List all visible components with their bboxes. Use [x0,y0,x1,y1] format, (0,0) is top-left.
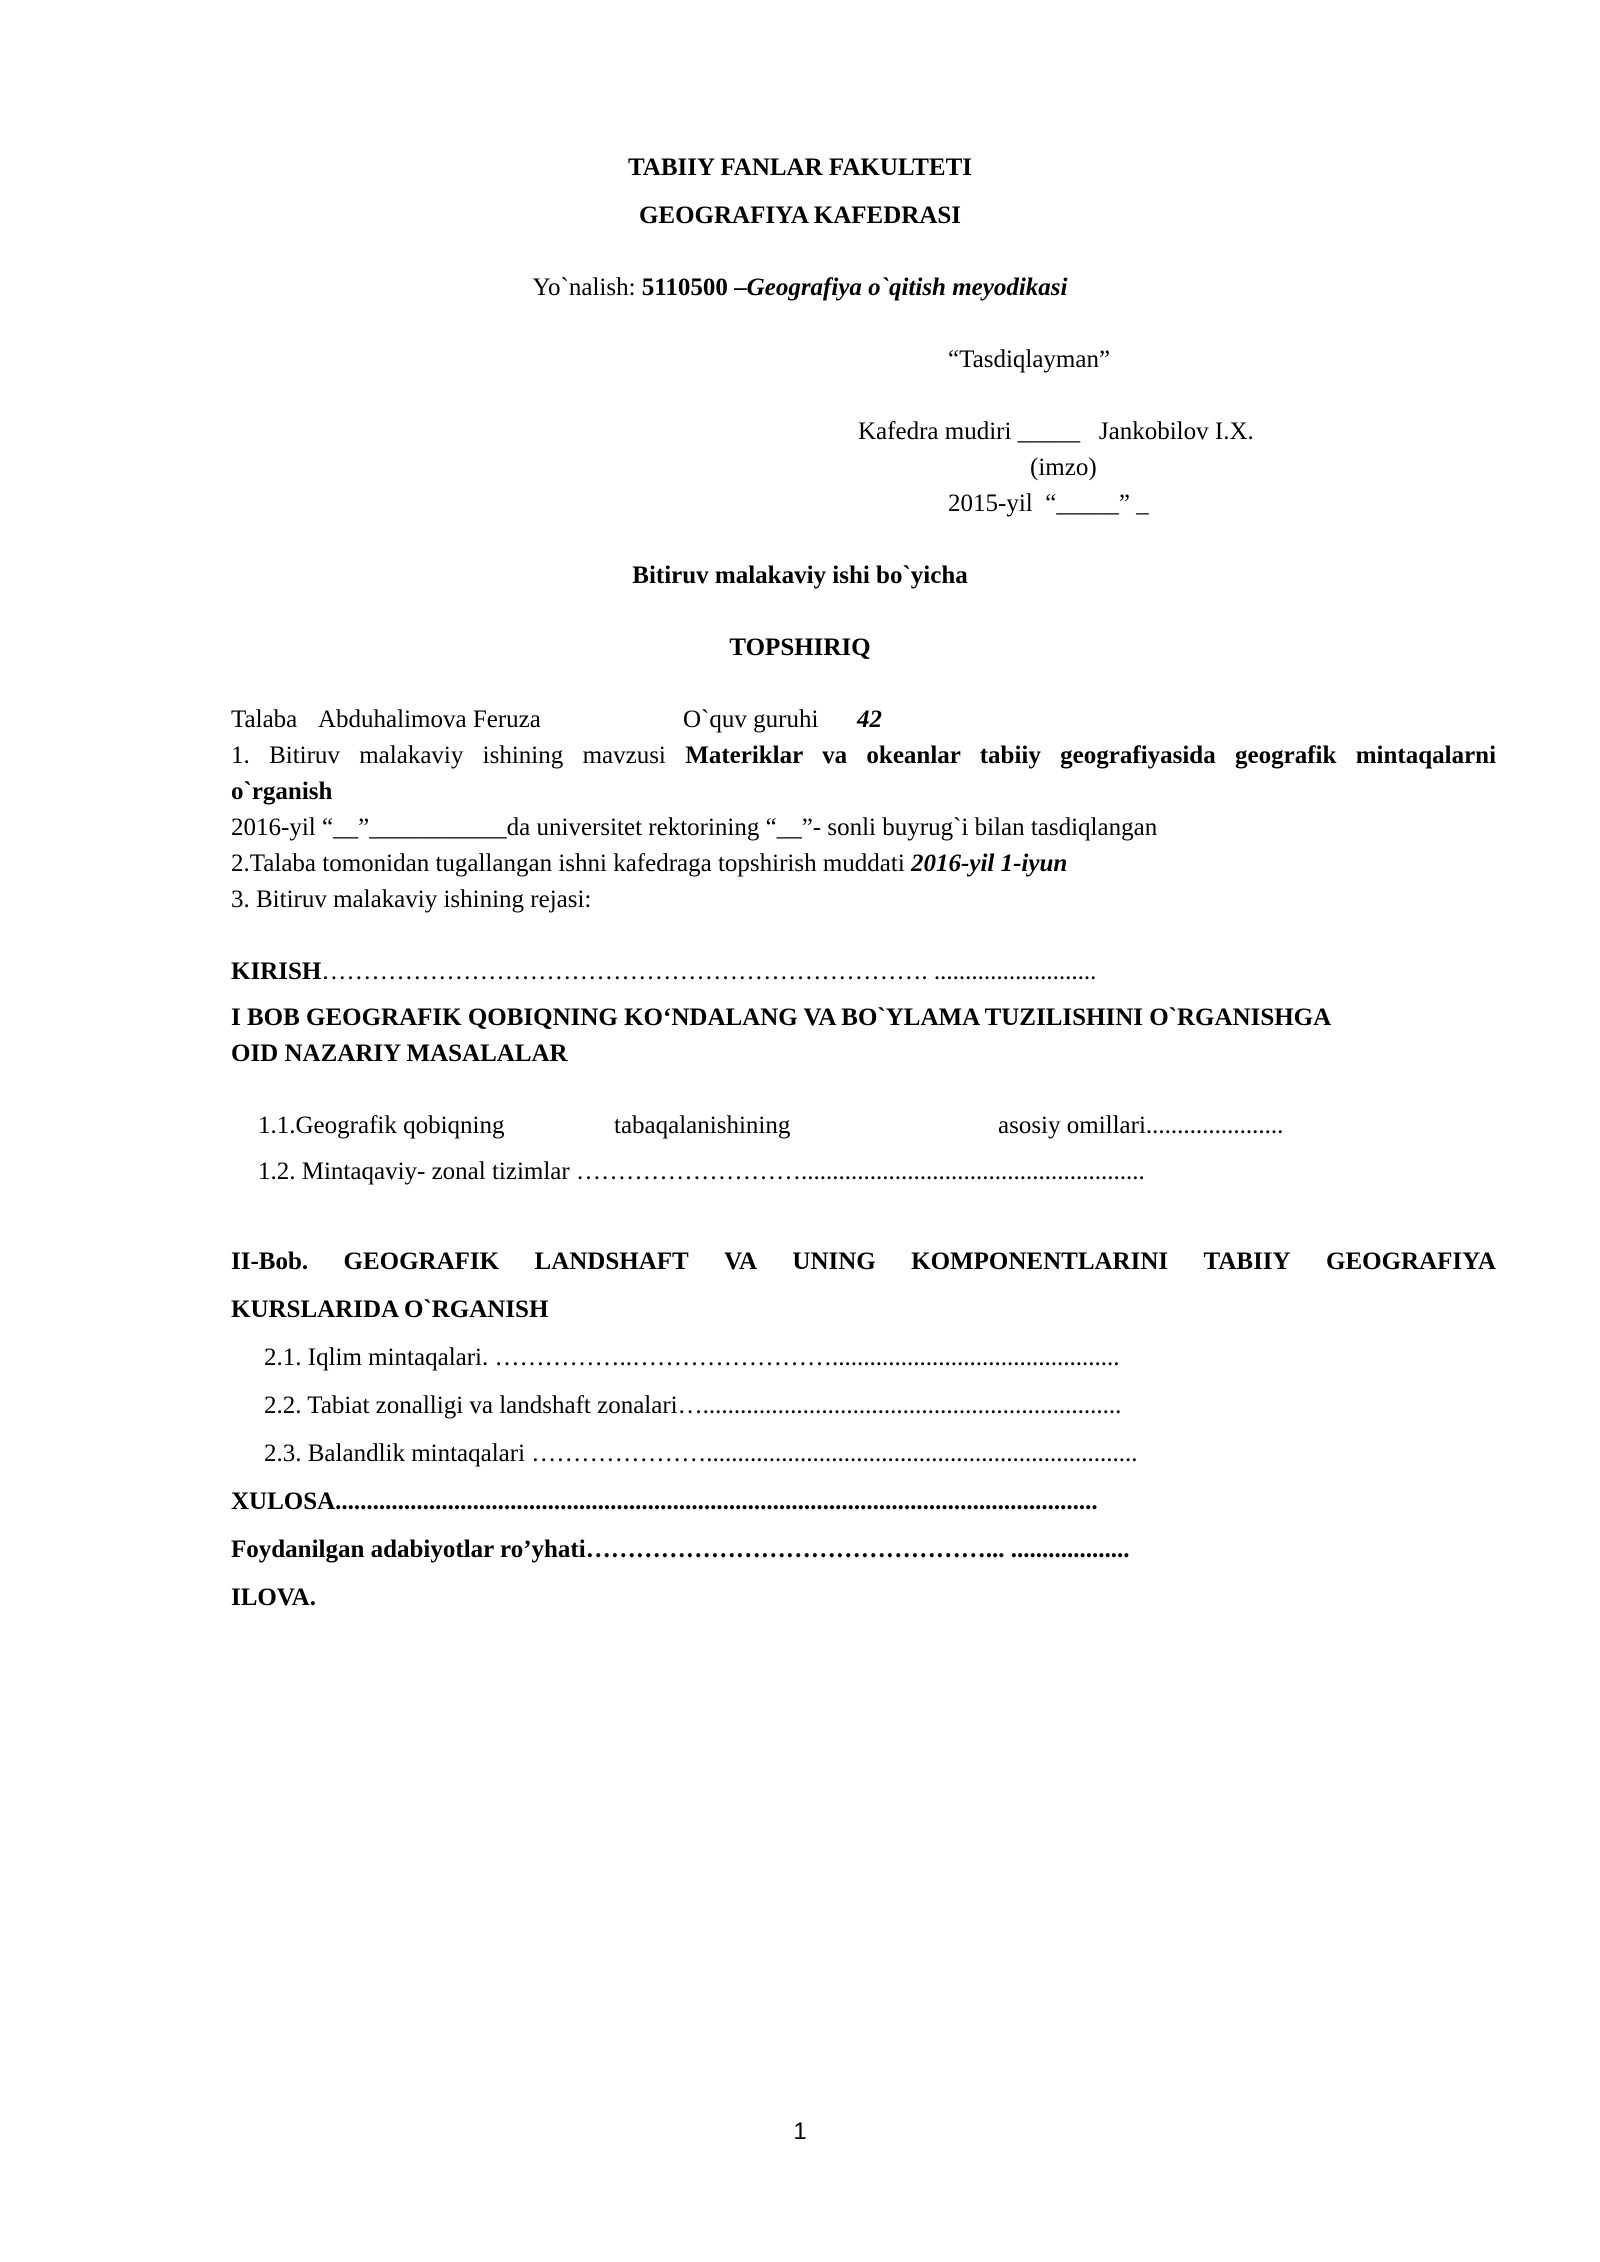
student-label: Talaba [231,706,298,733]
references: Foydanilgan adabiyotlar ro’yhati…………………………………………... ................... [231,1536,1130,1563]
conclusion: XULOSA.......................................................................................................................... [231,1488,1098,1515]
section-1-1-b: tabaqalanishining [614,1112,791,1139]
topic-text-continued: o`rganish [231,778,333,805]
direction-line [0,270,1600,306]
chapter2-word: TABIIY [1203,1248,1291,1275]
chapter2-word: II-Bob. [231,1248,309,1275]
chapter2-title-continued: KURSLARIDA O`RGANISH [231,1296,549,1323]
topic-text: Materiklar va okeanlar tabiiy geografiyasida geografik mintaqalarni [685,742,1497,769]
section-1-1-c: asosiy omillari...................... [998,1112,1284,1139]
student-name: Abduhalimova Feruza [318,706,541,733]
chapter2-word: GEOGRAFIYA [1326,1248,1496,1275]
chapter2-word: KOMPONENTLARINI [911,1248,1169,1275]
section-1-1-a: 1.1.Geografik qobiqning [258,1112,505,1139]
direction-name: Geografiya o`qitish meyodikasi [746,274,1068,301]
intro-label: KIRISH [231,958,322,985]
approval-sign-label: (imzo) [1030,454,1097,481]
chapter2-word: LANDSHAFT [534,1248,689,1275]
section-1-2: 1.2. Mintaqaviy- zonal tizimlar ………………………....................................................... [258,1158,1145,1185]
plan-intro [231,954,1096,990]
section-2-3: 2.3. Balandlik mintaqalari …………………..................................................................... [264,1440,1138,1467]
chapter2-word: VA [724,1248,757,1275]
deadline-value: 2016-yil 1-iyun [911,850,1068,877]
chapter1-title-continued: OID NAZARIY MASALALAR [231,1040,568,1067]
section-2-1: 2.1. Iqlim mintaqalari. ……………..…………………….............................................. [264,1344,1120,1371]
deadline-label: 2.Talaba tomonidan tugallangan ishni kafedraga topshirish muddati [231,850,912,877]
section-2-2: 2.2. Tabiat zonalligi va landshaft zonalari…................................................................... [264,1392,1122,1419]
topic-line [231,738,1496,774]
group-label: O`quv guruhi [683,706,819,733]
chapter1-title: I BOB GEOGRAFIK QOBIQNING KO‘NDALANG VA BO`YLAMA TUZILISHINI O`RGANISHGA [231,1004,1332,1031]
department-heading: GEOGRAFIYA KAFEDRASI [638,202,962,229]
chapter2-title [231,1244,1496,1280]
group-value: 42 [857,706,882,733]
document-title: TOPSHIRIQ [729,634,871,661]
page-number: 1 [793,2118,807,2145]
order-line: 2016-yil “__”___________da universitet rektorining “__”- sonli buyrug`i bilan tasdiqlangan [231,814,1158,841]
faculty-heading: TABIIY FANLAR FAKULTETI [627,154,973,181]
chapter2-word: GEOGRAFIK [343,1248,500,1275]
direction-label: Yo`nalish: [532,274,642,301]
subtitle: Bitiruv malakaviy ishi bo`yicha [632,562,968,589]
approval-date-line: 2015-yil “_____” _ [948,490,1149,517]
chapter2-word: UNING [792,1248,876,1275]
topic-label: 1. Bitiruv malakaviy ishining mavzusi [231,742,666,769]
approval-head-line: Kafedra mudiri _____ Jankobilov I.X. [858,418,1254,445]
plan-heading: 3. Bitiruv malakaviy ishining rejasi: [231,886,592,913]
approval-title: “Tasdiqlayman” [948,346,1111,373]
direction-code: 5110500 – [641,274,747,301]
deadline-line [231,846,1067,882]
intro-dots: ………………………………………………………………. .......................... [321,958,1097,985]
appendix: ILOVA. [231,1584,316,1611]
